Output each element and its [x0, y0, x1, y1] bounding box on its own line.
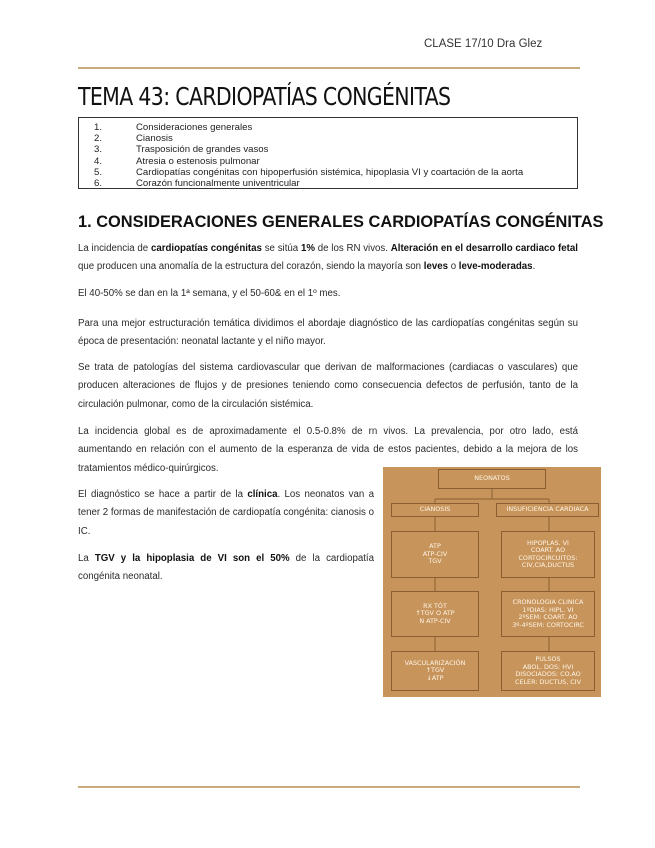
paragraph-structure: Para una mejor estructuración temática dividimos el abordaje diagnóstico de las cardiopatías congénitas según su época de presentación: neonatal lactante y el niño mayor. — [78, 318, 578, 348]
toc-item — [79, 178, 577, 189]
flow-node-cianosis: CIANOSIS — [391, 503, 479, 517]
toc-item — [79, 167, 577, 178]
toc-item-number: 2. — [94, 133, 103, 145]
paragraph-incidence: La incidencia de cardiopatías congénitas se sitúa 1% de los RN vivos. Alteración en el desarrollo cardiaco fetal que producen una anomalía de la estructura del corazón, siendo la mayoría son leves o leve-moderadas. — [78, 243, 578, 273]
toc-item-number: 5. — [94, 166, 103, 178]
toc-item — [79, 156, 577, 167]
flow-node-insuficiencia-cardiaca: INSUFICIENCIA CARDIACA — [496, 503, 599, 517]
toc-list — [79, 118, 577, 189]
toc-item-text: Trasposición de grandes vasos — [136, 144, 269, 156]
paragraph-prevalence: La incidencia global es de aproximadamente el 0.5-0.8% de rn vivos. La prevalencia, por otro lado, está aumentando en relación con el aumento de la esperanza de vida de estos pacientes, debido a la mejora de los tratamientos médico-quirúrgicos. — [78, 426, 578, 474]
toc-item-number: 4. — [94, 155, 103, 167]
toc-item — [79, 144, 577, 155]
toc-item-text: Cianosis — [136, 133, 173, 145]
bottom-divider — [78, 786, 580, 788]
neonatal-flowchart — [383, 467, 601, 697]
toc-item-text: Atresia o estenosis pulmonar — [136, 155, 260, 167]
toc-item-number: 1. — [94, 122, 103, 133]
table-of-contents — [78, 117, 578, 189]
flow-node-left-2: RX TÓT ↑TGV O ATP N ATP-CIV — [391, 591, 479, 637]
toc-item-number: 3. — [94, 144, 103, 156]
flow-node-left-3: VASCULARIZACIÓN ↑TGV ↓ATP — [391, 651, 479, 691]
paragraph-definition: Se trata de patologías del sistema cardiovascular que derivan de malformaciones (cardiacas o vasculares) que producen alteraciones de flujos y de presiones teniendo como consecuencia defectos de perfusión, tanto de la circulación pulmonar, como de la circulación sistémica. — [78, 362, 578, 410]
flow-node-right-3: PULSOS ABOL. DOS: HVI DISOCIADOS: CO.AO CELER: DUCTUS, CIV — [501, 651, 595, 691]
top-divider — [78, 67, 580, 69]
toc-item-text: Cardiopatías congénitas con hipoperfusión sistémica, hipoplasia VI y coartación de la aorta — [136, 166, 524, 178]
toc-item — [79, 122, 577, 133]
flow-node-left-1: ATP ATP-CIV TGV — [391, 531, 479, 578]
paragraph-tgv: La TGV y la hipoplasia de VI son el 50% de la cardiopatía congénita neonatal. — [78, 553, 375, 583]
toc-item-text: Corazón funcionalmente univentricular — [136, 178, 300, 190]
section-heading: 1. CONSIDERACIONES GENERALES CARDIOPATÍAS CONGÉNITAS — [78, 213, 604, 231]
toc-item — [79, 133, 577, 144]
toc-item-number: 6. — [94, 178, 103, 190]
toc-item-text: Consideraciones generales — [136, 122, 253, 133]
paragraph-timing: El 40-50% se dan en la 1ª semana, y el 50-60& en el 1º mes. — [78, 288, 341, 299]
flow-node-right-1: HIPOPLAS. VI COART. AO CORTOCIRCUITOS: CIV,CIA,DUCTUS — [501, 531, 595, 578]
flow-node-neonatos: NEONATOS — [438, 469, 546, 489]
class-header-note: CLASE 17/10 Dra Glez — [424, 38, 543, 50]
page-title: TEMA 43: CARDIOPATÍAS CONGÉNITAS — [78, 82, 451, 111]
paragraph-diagnosis: El diagnóstico se hace a partir de la clínica. Los neonatos van a tener 2 formas de manifestación de cardiopatía congénita: cianosis o IC. — [78, 489, 375, 537]
flow-node-right-2: CRONOLOGIA CLINICA 1ºDIAS: HIPL. VI 2ºSEM: COART. AO 3º-4ºSEM: CORTOCIRC — [501, 591, 595, 637]
